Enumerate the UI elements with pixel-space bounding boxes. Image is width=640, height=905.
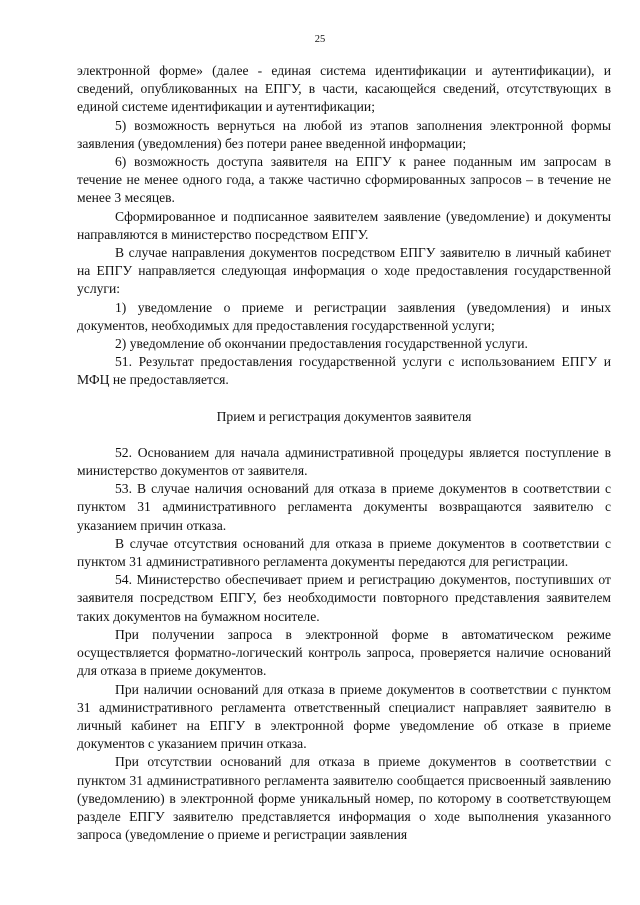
paragraph: Сформированное и подписанное заявителем заявление (уведомление) и документы направляются в министерство посредством ЕПГУ. bbox=[77, 208, 611, 242]
page-number: 25 bbox=[314, 34, 326, 45]
paragraph: 51. Результат предоставления государственной услуги с использованием ЕПГУ и МФЦ не предоставляется. bbox=[77, 354, 611, 388]
paragraph: 52. Основанием для начала административной процедуры является поступление в министерство документов от заявителя. bbox=[77, 444, 611, 479]
section-heading: Прием и регистрация документов заявителя bbox=[216, 408, 472, 424]
paragraph: При получении запроса в электронной форме в автоматическом режиме осуществляется форматно-логический контроль запроса, проверяется наличие оснований для отказа в приеме документов. bbox=[77, 626, 611, 679]
paragraph: 5) возможность вернуться на любой из этапов заполнения электронной формы заявления (уведомления) без потери ранее введенной информации; bbox=[77, 117, 611, 151]
paragraph: 54. Министерство обеспечивает прием и регистрацию документов, поступивших от заявителя посредством ЕПГУ, без необходимости повторного представления заявителем таких документов на бумажном носителе. bbox=[77, 572, 611, 624]
paragraph: В случае направления документов посредством ЕПГУ заявителю в личный кабинет на ЕПГУ направляется следующая информация о ходе предоставления государственной услуги: bbox=[77, 245, 611, 297]
paragraph: 2) уведомление об окончании предоставления государственной услуги. bbox=[115, 336, 528, 352]
document-body bbox=[77, 62, 611, 844]
paragraph: электронной форме» (далее - единая система идентификации и аутентификации), и сведений, опубликованных на ЕПГУ, в части, касающейся сведений, отсутствующих в единой системе идентификации и аутентификации; bbox=[77, 63, 611, 115]
paragraph: При наличии оснований для отказа в приеме документов в соответствии с пунктом 31 административного регламента ответственный специалист направляет заявителю в личный кабинет на ЕПГУ в электронной форме уведомление об отказе в приеме документов с указанием причин отказа. bbox=[77, 681, 611, 752]
paragraph: 6) возможность доступа заявителя на ЕПГУ к ранее поданным им запросам в течение не менее одного года, а также частично сформированных запросов – в течение не менее 3 месяцев. bbox=[77, 154, 611, 206]
paragraph: В случае отсутствия оснований для отказа в приеме документов в соответствии с пунктом 31 административного регламента документы передаются для регистрации. bbox=[77, 535, 611, 570]
paragraph: 53. В случае наличия оснований для отказа в приеме документов в соответствии с пунктом 31 административного регламента документы возвращаются заявителю с указанием причин отказа. bbox=[77, 481, 611, 533]
paragraph: При отсутствии оснований для отказа в приеме документов в соответствии с пунктом 31 административного регламента заявителю сообщается присвоенный заявлению (уведомлению) в электронной форме уникальный номер, по которому в соответствующем разделе ЕПГУ заявителю представляется информация о ходе выполнения указанного запроса (уведомление о приеме и регистрации заявления bbox=[77, 754, 611, 843]
paragraph: 1) уведомление о приеме и регистрации заявления (уведомления) и иных документов, необходимых для предоставления государственной услуги; bbox=[77, 299, 611, 333]
